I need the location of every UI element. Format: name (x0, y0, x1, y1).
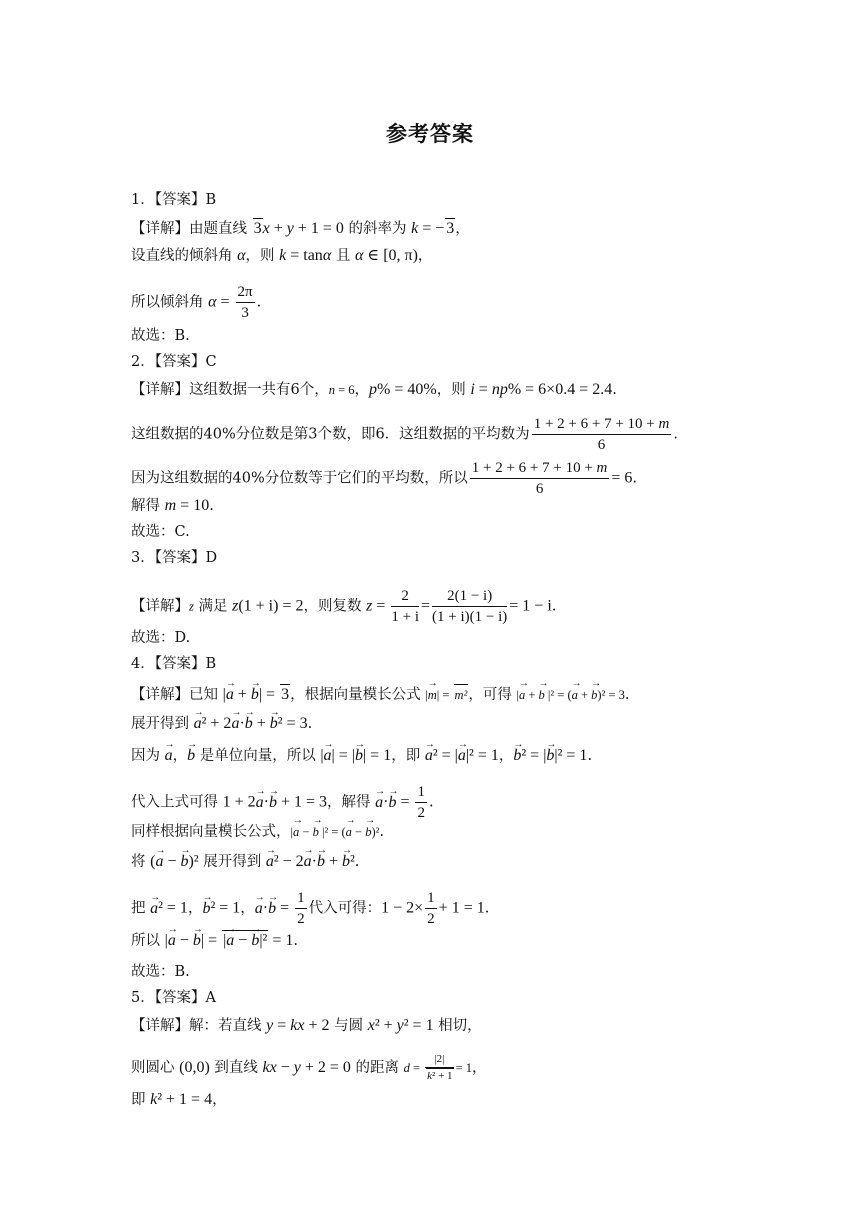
detail-4d: 代入上式可得 1 + 2→ a·→ b + 1 = 3，解得 → a·→ b = $\frac{1}{2}$ . (131, 782, 434, 823)
detail-2c: 因为这组数据的40%分位数等于它们的平均数，所以 $\frac{1 + 2 + 6 + 7 + 10 + m}{6}$ = 6. (131, 460, 638, 497)
choice-3: 故选：D. (131, 630, 191, 646)
answer-5: 5．【答案】A (131, 990, 216, 1006)
detail-1b: 设直线的倾斜角 α，则 k = tanα 且 α ∈ [0, π)， (131, 247, 433, 264)
detail-1c: 所以倾斜角 α = $\frac{2\pi}{3}$ . (131, 284, 262, 321)
detail-4e: 同样根据向量模长公式，|→ a − → b |² = (→ a − → b)². (131, 822, 384, 842)
page-title: 参考答案 (386, 122, 474, 146)
detail-4a: 【详解】已知 |→ a + → b| = 3，根据向量模长公式 |→ m| = m²，可得 |→ a + → b |² = (→ a + → b)² = 3. (131, 684, 630, 705)
answer-2: 2．【答案】C (131, 354, 217, 370)
detail-5b: 则圆心 (0,0) 到直线 kx − y + 2 = 0 的距离 d = $\frac{|2|}{\text{k² + 1}}$ = 1， (131, 1053, 487, 1082)
detail-5a: 【详解】解：若直线 y = kx + 2 与圆 x² + y² = 1 相切， (131, 1017, 482, 1034)
detail-1a: 【详解】由题直线 3x + y + 1 = 0 的斜率为 k = − 3， (131, 220, 470, 237)
detail-2a: 【详解】这组数据一共有6个，n = 6，p% = 40%，则 i = np% = 6×0.4 = 2.4. (131, 381, 617, 398)
answer-3: 3．【答案】D (131, 550, 218, 566)
detail-4b: 展开得到 → a² + 2→ a·→ b + → b² = 3. (131, 714, 312, 734)
detail-5c: 即 k² + 1 = 4， (131, 1091, 227, 1108)
choice-4: 故选：B. (131, 964, 190, 980)
detail-4h: 所以 |→ a − → b| = |→ a − → b|² = 1. (131, 930, 298, 951)
answer-1: 1．【答案】B (131, 192, 217, 208)
detail-4c: 因为 → a，→ b 是单位向量，所以 |→ a| = |→ b| = 1，即 → a² = |→ a|² = 1，→ b² = |→ b|² = 1. (131, 746, 592, 766)
detail-2b: 这组数据的40%分位数是第3个数，即6．这组数据的平均数为 $\frac{1 + 2 + 6 + 7 + 10 + m}{6}$ . (131, 416, 678, 453)
choice-2: 故选：C. (131, 524, 190, 540)
detail-4f: 将 (→ a − → b)² 展开得到 → a² − 2→ a·→ b + → b². (131, 852, 359, 872)
detail-3: 【详解】z 满足 z(1 + i) = 2，则复数 z = $\frac{2}{1 + i}$ = $\frac{2(1 - i)}{(1 + i)(1 - i)}$ = 1 − i. (131, 588, 557, 625)
detail-2d: 解得 m = 10. (131, 497, 214, 514)
choice-1: 故选：B. (131, 328, 190, 344)
detail-4g: 把 → a² = 1，→ b² = 1，→ a·→ b = $\frac{1}{2}$ 代入可得：1 − 2× $\frac{1}{2}$ + 1 = 1. (131, 888, 489, 929)
answer-4: 4．【答案】B (131, 656, 217, 672)
